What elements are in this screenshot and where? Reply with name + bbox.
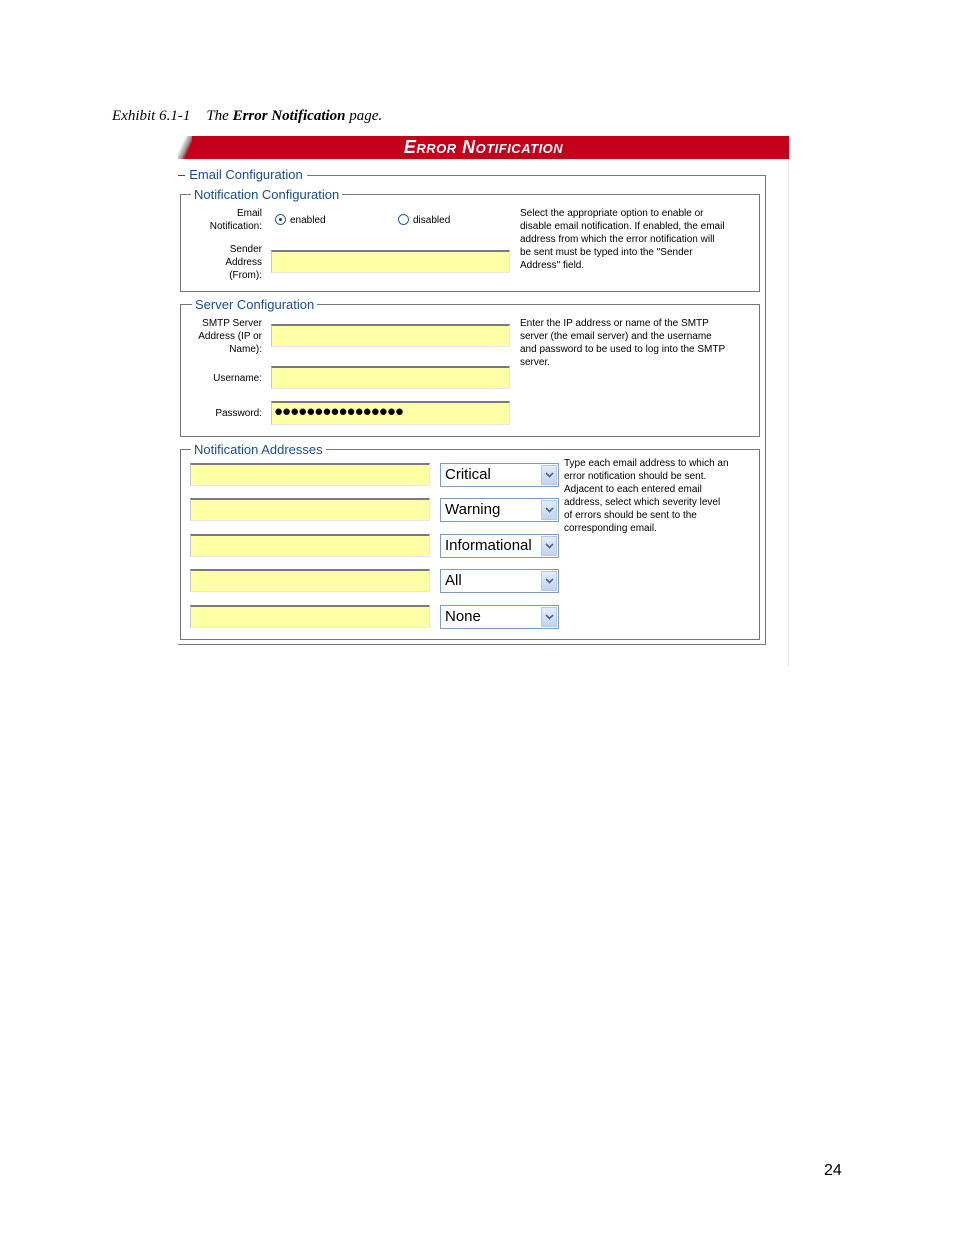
chevron-down-icon[interactable] [541,571,557,591]
help-line: Select the appropriate option to enable or [520,208,704,219]
severity-select-4[interactable] [440,569,559,593]
email-configuration-legend-text: Email Configuration [189,167,303,182]
disabled-radio-label[interactable]: disabled [413,215,451,226]
server-help-text [520,317,755,369]
help-line: address from which the error notification will [520,234,715,245]
email-notification-label-line1: Email [236,208,262,219]
password-input[interactable]: ●●●●●●●●●●●●●●●● [271,401,510,425]
email-notification-label [190,207,262,233]
username-input[interactable] [271,366,510,389]
server-configuration-legend: Server Configuration [192,297,317,312]
notification-address-input-3[interactable] [190,534,430,557]
exhibit-number: Exhibit 6.1-1 [112,108,191,124]
sender-label-line2: Address [225,257,262,268]
help-line: error notification should be sent. [564,471,707,482]
notification-help-text [520,207,755,272]
notification-configuration-legend: Notification Configuration [191,187,342,202]
addresses-help-text [564,457,756,535]
smtp-server-label [180,317,262,356]
help-line: server (the email server) and the username [520,331,712,342]
severity-select-value: Warning [445,501,501,518]
help-line: server. [520,357,551,368]
smtp-label-line2: Address (IP or [198,331,262,342]
username-label: Username: [213,373,262,384]
sender-address-input[interactable] [271,250,510,273]
sender-label-line3: (From): [229,270,262,281]
help-line: Adjacent to each entered email [564,484,702,495]
enabled-radio[interactable] [275,214,286,225]
disabled-radio[interactable] [398,214,409,225]
help-line: Enter the IP address or name of the SMTP [520,318,709,329]
chevron-down-icon[interactable] [541,536,557,556]
help-line: Type each email address to which an [564,458,729,469]
help-line: Address" field. [520,260,585,271]
smtp-label-line3: Name): [229,344,262,355]
caption-pre: The [206,108,229,124]
severity-select-value: None [445,608,481,625]
caption-post: page. [349,108,383,124]
notification-address-input-2[interactable] [190,498,430,521]
smtp-server-input[interactable] [271,324,510,347]
chevron-down-icon[interactable] [541,607,557,627]
caption-bold: Error Notification [232,108,346,124]
severity-select-1[interactable] [440,463,559,487]
password-label: Password: [215,408,262,419]
sender-address-label [190,243,262,282]
help-line: of errors should be sent to the [564,510,697,521]
email-notification-label-line2: Notification: [209,221,262,232]
panel-border [788,158,789,666]
notification-address-input-4[interactable] [190,569,430,592]
notification-address-input-5[interactable] [190,605,430,628]
page-number: 24 [824,1162,842,1179]
enabled-radio-label[interactable]: enabled [290,215,326,226]
exhibit-caption [112,108,382,125]
title-bar [178,136,789,159]
severity-select-value: Critical [445,466,491,483]
notification-address-input-1[interactable] [190,463,430,486]
severity-select-5[interactable] [440,605,559,629]
help-line: corresponding email. [564,523,657,534]
page-title: Error Notification [403,137,564,157]
sender-label-line1: Sender [229,244,262,255]
smtp-label-line1: SMTP Server [202,318,262,329]
severity-select-2[interactable] [440,498,559,522]
help-line: and password to be used to log into the SMTP [520,344,726,355]
notification-addresses-legend: Notification Addresses [191,442,326,457]
chevron-down-icon[interactable] [541,500,557,520]
severity-select-value: All [445,572,462,589]
help-line: disable email notification. If enabled, the email [520,221,725,232]
severity-select-3[interactable] [440,534,559,558]
email-configuration-legend: – Email Configuration [178,167,307,182]
radio-selected-dot [279,218,282,221]
chevron-down-icon[interactable] [541,465,557,485]
help-line: be sent must be typed into the "Sender [520,247,693,258]
help-line: address, select which severity level [564,497,721,508]
severity-select-value: Informational [445,537,532,554]
